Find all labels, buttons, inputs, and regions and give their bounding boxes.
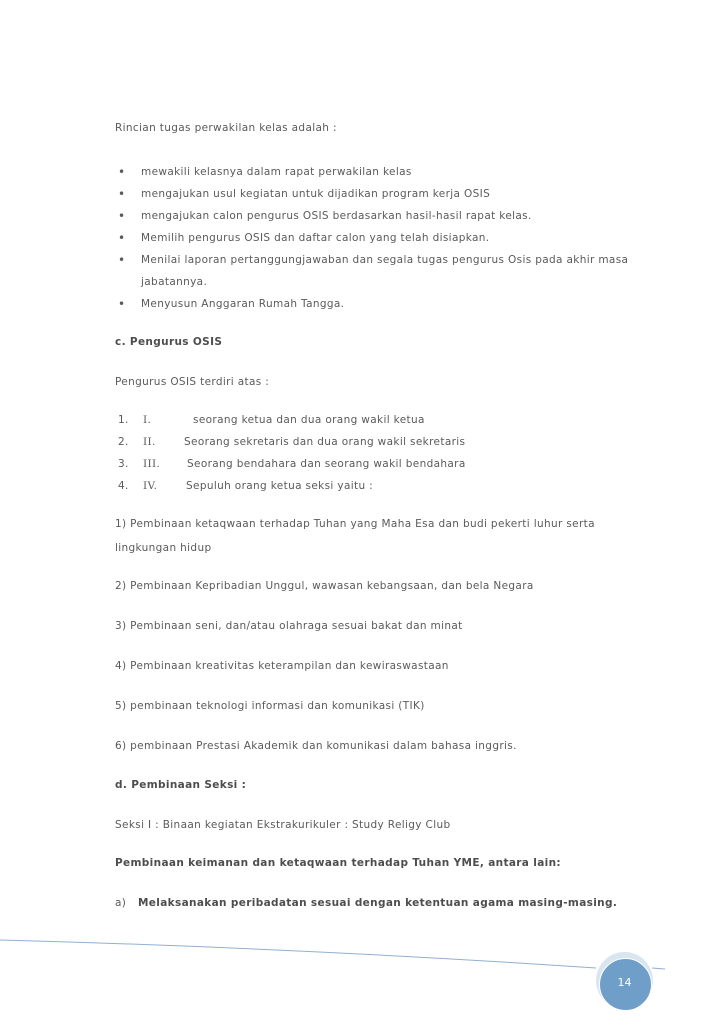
seksi-text: Seksi I : Binaan kegiatan Ekstrakurikuler : Study Religy Club — [115, 819, 451, 831]
pembinaan-item: 5) pembinaan teknologi informasi dan komunikasi (TIK) — [115, 700, 425, 712]
intro-text: Rincian tugas perwakilan kelas adalah : — [115, 122, 337, 134]
list-item: Memilih pengurus OSIS dan daftar calon yang telah disiapkan. — [141, 232, 490, 244]
section-heading-d: d. Pembinaan Seksi : — [115, 779, 247, 791]
bullet-icon: • — [118, 253, 126, 267]
pembinaan-keimanan-heading: Pembinaan keimanan dan ketaqwaan terhadap Tuhan YME, antara lain: — [115, 857, 561, 869]
list-item-continuation: jabatannya. — [141, 276, 208, 288]
pembinaan-item: 1) Pembinaan ketaqwaan terhadap Tuhan yang Maha Esa dan budi pekerti luhur serta — [115, 518, 595, 530]
section-heading-c: c. Pengurus OSIS — [115, 336, 223, 348]
list-item: mengajukan usul kegiatan untuk dijadikan program kerja OSIS — [141, 188, 491, 200]
list-item: Seorang sekretaris dan dua orang wakil sekretaris — [184, 436, 466, 448]
pembinaan-item-continuation: lingkungan hidup — [115, 542, 212, 554]
list-roman: III. — [143, 458, 161, 470]
bullet-icon: • — [118, 231, 126, 245]
pembinaan-item: 3) Pembinaan seni, dan/atau olahraga sesuai bakat dan minat — [115, 620, 463, 632]
list-item: mewakili kelasnya dalam rapat perwakilan kelas — [141, 166, 412, 178]
pembinaan-item: 4) Pembinaan kreativitas keterampilan dan kewiraswastaan — [115, 660, 449, 672]
bullet-icon: • — [118, 165, 126, 179]
list-item: Menilai laporan pertanggungjawaban dan segala tugas pengurus Osis pada akhir masa — [141, 254, 629, 266]
list-roman: I. — [143, 414, 152, 426]
bullet-icon: • — [118, 209, 126, 223]
bullet-icon: • — [118, 297, 126, 311]
list-number: 4. — [118, 480, 129, 492]
list-item: Seorang bendahara dan seorang wakil bendahara — [187, 458, 466, 470]
pembinaan-item: 2) Pembinaan Kepribadian Unggul, wawasan kebangsaan, dan bela Negara — [115, 580, 534, 592]
page-number: 14 — [617, 976, 632, 989]
bullet-icon: • — [118, 187, 126, 201]
item-a-label: a) — [115, 897, 127, 909]
pembinaan-item: 6) pembinaan Prestasi Akademik dan komunikasi dalam bahasa inggris. — [115, 740, 517, 752]
list-roman: II. — [143, 436, 156, 448]
list-number: 2. — [118, 436, 129, 448]
list-number: 3. — [118, 458, 129, 470]
pengurus-intro: Pengurus OSIS terdiri atas : — [115, 376, 270, 388]
list-item: Sepuluh orang ketua seksi yaitu : — [186, 480, 374, 492]
list-roman: IV. — [143, 480, 158, 492]
list-item: mengajukan calon pengurus OSIS berdasarkan hasil-hasil rapat kelas. — [141, 210, 532, 222]
list-number: 1. — [118, 414, 129, 426]
item-a-text: Melaksanakan peribadatan sesuai dengan ketentuan agama masing-masing. — [138, 897, 618, 909]
list-item: seorang ketua dan dua orang wakil ketua — [193, 414, 425, 426]
list-item: Menyusun Anggaran Rumah Tangga. — [141, 298, 345, 310]
